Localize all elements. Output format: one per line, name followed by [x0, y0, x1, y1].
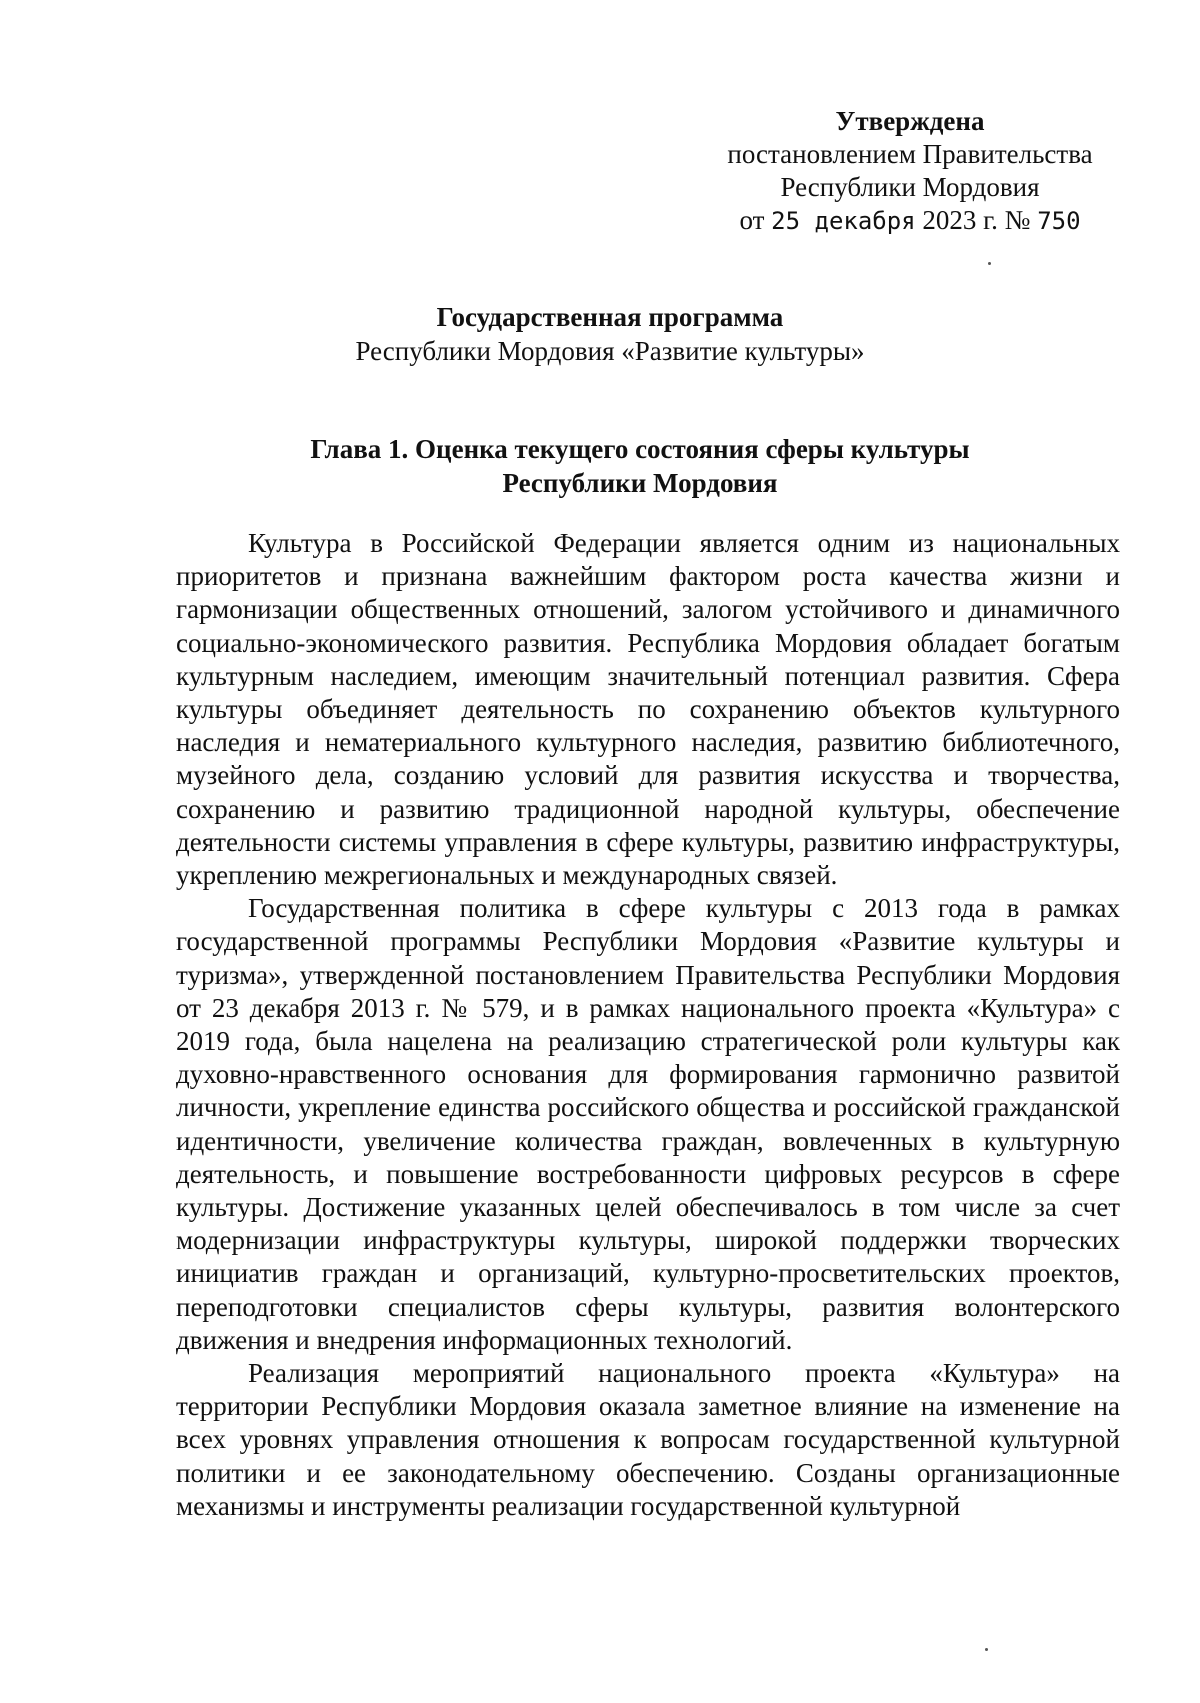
approval-date-line: [690, 204, 1130, 238]
paragraph: Культура в Российской Федерации является одним из национальных приоритетов и признана важнейшим фактором роста качества жизни и гармонизации общественных отношений, залогом устойчивого и динамичного социально-экономического развития. Республика Мордовия обладает богатым культурным наследием, имеющим значительный потенциал развития. Сфера культуры объединяет деятельность по сохранению объектов культурного наследия и нематериального культурного наследия, развитию библиотечного, музейного дела, созданию условий для развития искусства и творчества, сохранению и развитию традиционной народной культуры, обеспечение деятельности системы управления в сфере культуры, развитию инфраструктуры, укреплению межрегиональных и международных связей.: [176, 528, 1120, 891]
approval-line-resolution: постановлением Правительства: [727, 139, 1093, 169]
approval-date-day-month: 25 декабря: [771, 207, 916, 235]
chapter-heading: [160, 432, 1120, 500]
program-title: Государственная программа: [436, 302, 784, 332]
paragraph: Государственная политика в сфере культуры с 2013 года в рамках государственной программы Республики Мордовия «Развитие культуры и туризма», утвержденной постановлением Правительства Республики Мордовия от 23 декабря 2013 г. № 579, и в рамках национального проекта «Культура» с 2019 года, была нацелена на реализацию стратегической роли культуры как духовно-нравственного основания для формирования гармонично развитой личности, укрепление единства российского общества и российской гражданской идентичности, увеличение количества граждан, вовлеченных в культурную деятельность, и повышение востребованности цифровых ресурсов в сфере культуры. Достижение указанных целей обеспечивалось в том числе за счет модернизации инфраструктуры культуры, широкой поддержки творческих инициатив граждан и организаций, культурно-просветительских проектов, переподготовки специалистов сферы культуры, развития волонтерского движения и внедрения информационных технологий.: [176, 893, 1120, 1355]
approval-block: [690, 105, 1130, 238]
program-subtitle: Республики Мордовия «Развитие культуры»: [355, 336, 865, 366]
body-text: [176, 527, 1120, 1523]
chapter-heading-line2: Республики Мордовия: [502, 468, 778, 498]
scan-speck: [985, 1648, 988, 1651]
approval-number: 750: [1037, 207, 1081, 235]
scan-speck: [988, 262, 991, 265]
program-title-block: [160, 300, 1060, 368]
approval-date-prefix: от: [739, 205, 765, 235]
approval-title: Утверждена: [835, 106, 985, 136]
approval-line-republic: Республики Мордовия: [780, 172, 1040, 202]
approval-date-year: 2023 г. №: [922, 205, 1031, 235]
chapter-heading-line1: Глава 1. Оценка текущего состояния сферы культуры: [310, 434, 970, 464]
paragraph: Реализация мероприятий национального проекта «Культура» на территории Республики Мордовия оказала заметное влияние на изменение на всех уровнях управления отношения к вопросам государственной культурной политики и ее законодательному обеспечению. Созданы организационные механизмы и инструменты реализации государственной культурной: [176, 1358, 1120, 1521]
